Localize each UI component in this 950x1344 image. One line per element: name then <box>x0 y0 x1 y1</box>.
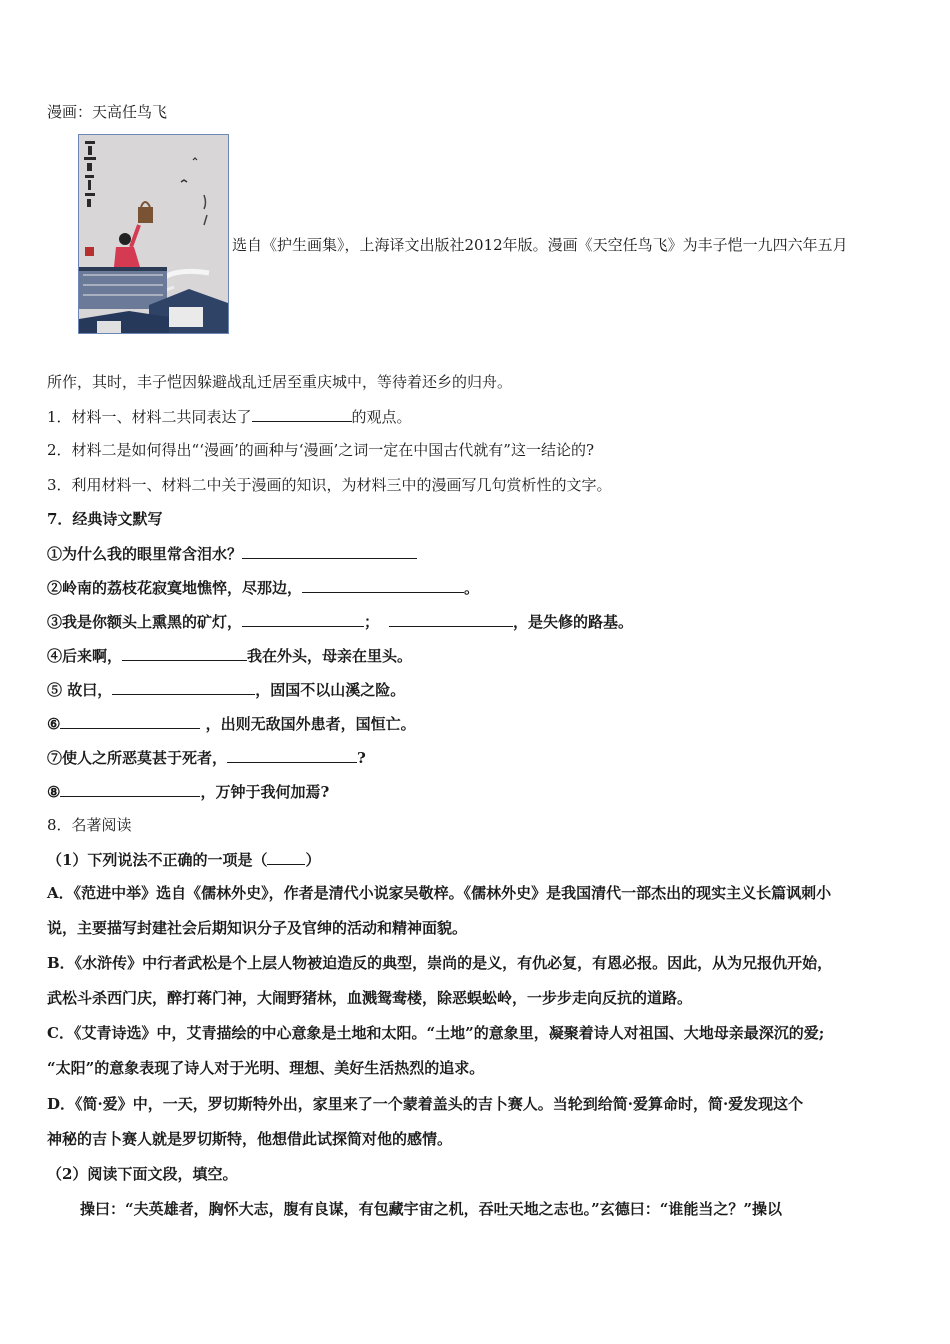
poem-line-5-text: ⑤ 故曰， <box>47 681 113 699</box>
question-1 <box>47 406 412 427</box>
poem-line-6-tail: ，出则无敌国外患者，国恒亡。 <box>200 715 416 733</box>
poem-line-6 <box>47 713 416 734</box>
answer-blank[interactable] <box>389 611 513 627</box>
poem-line-3-mid: ； <box>364 613 380 631</box>
option-c-line-1: C．《艾青诗选》中，艾青描绘的中心意象是土地和太阳。“土地”的意象里，凝聚着诗人对祖国、大地母亲最深沉的爱; <box>47 1024 825 1042</box>
question-3: 3．利用材料一、材料二中关于漫画的知识，为材料三中的漫画写几句赏析性的文字。 <box>47 476 612 494</box>
option-d-line-2: 神秘的吉卜赛人就是罗切斯特，他想借此试探简对他的感情。 <box>47 1130 453 1148</box>
poem-line-3-tail: ，是失修的路基。 <box>513 613 634 631</box>
red-seal <box>85 247 94 256</box>
poem-line-2-text: ②岭南的荔枝花寂寞地憔悴，尽那边， <box>47 579 303 597</box>
poem-line-7 <box>47 747 366 768</box>
sub-question-2: （2）阅读下面文段，填空。 <box>47 1165 238 1183</box>
section-8-title: 8．名著阅读 <box>47 816 132 834</box>
question-1-tail: 的观点。 <box>351 408 412 426</box>
option-b-line-2: 武松斗杀西门庆，醉打蒋门神，大闹野猪林，血溅鸳鸯楼，除恶蜈蚣岭，一步步走向反抗的道路。 <box>47 989 693 1007</box>
option-a-line-2: 说，主要描写封建社会后期知识分子及官绅的活动和精神面貌。 <box>47 919 468 937</box>
answer-blank[interactable] <box>242 611 364 627</box>
comic-caption: 选自《护生画集》，上海译文出版社2012年版。漫画《天空任鸟飞》为丰子恺一九四六年五月 <box>232 236 848 254</box>
poem-line-7-tail: ? <box>357 749 366 767</box>
option-c-line-2: “太阳”的意象表现了诗人对于光明、理想、美好生活热烈的追求。 <box>47 1059 485 1077</box>
answer-blank[interactable] <box>242 543 417 559</box>
comic-caption-continued: 所作，其时，丰子恺因躲避战乱迁居至重庆城中，等待着还乡的归舟。 <box>47 373 513 391</box>
poem-line-2 <box>47 577 479 598</box>
answer-blank[interactable] <box>227 747 357 763</box>
poem-line-7-text: ⑦使人之所恶莫甚于死者， <box>47 749 228 767</box>
poem-line-4-text: ④后来啊， <box>47 647 123 665</box>
poem-line-5-tail: ，固国不以山溪之险。 <box>255 681 406 699</box>
option-a-line-1: A．《范进中举》选自《儒林外史》，作者是清代小说家吴敬梓。《儒林外史》是我国清代一部杰出的现实主义长篇讽刺小 <box>47 884 832 902</box>
answer-blank[interactable] <box>122 645 247 661</box>
poem-line-8-tail: ，万钟于我何加焉? <box>200 783 330 801</box>
poem-line-6-text: ⑥ <box>47 715 61 733</box>
answer-blank[interactable] <box>60 713 200 729</box>
answer-blank[interactable] <box>267 849 305 865</box>
reading-passage: 操曰：“夫英雄者，胸怀大志，腹有良谋，有包藏宇宙之机，吞吐天地之志也。”玄德曰：“谁能当之？”操以 <box>80 1200 783 1218</box>
section-7-title: 7．经典诗文默写 <box>47 510 163 528</box>
poem-line-2-tail: 。 <box>464 579 480 597</box>
option-b-line-1: B．《水浒传》中行者武松是个上层人物被迫造反的典型，崇尚的是义，有仇必复，有恩必报。因此，从为兄报仇开始， <box>47 954 833 972</box>
poem-line-4 <box>47 645 412 666</box>
answer-blank[interactable] <box>60 781 200 797</box>
poem-line-5 <box>47 679 405 700</box>
poem-line-4-tail: 我在外头，母亲在里头。 <box>247 647 413 665</box>
poem-line-1 <box>47 543 417 564</box>
sub-question-1 <box>47 849 320 870</box>
answer-blank[interactable] <box>252 406 352 422</box>
comic-painting <box>78 134 229 334</box>
poem-line-3 <box>47 611 633 632</box>
option-d-line-1: D．《简·爱》中，一天，罗切斯特外出，家里来了一个蒙着盖头的吉卜赛人。当轮到给简·爱算命时，简·爱发现这个 <box>47 1095 804 1113</box>
sub-question-1-text: （1）下列说法不正确的一项是（ <box>47 851 268 869</box>
comic-heading: 漫画：天高任鸟飞 <box>47 103 168 121</box>
answer-blank[interactable] <box>302 577 464 593</box>
answer-blank[interactable] <box>112 679 255 695</box>
poem-line-8 <box>47 781 329 802</box>
sub-question-1-tail: ） <box>305 851 321 869</box>
poem-line-8-text: ⑧ <box>47 783 61 801</box>
poem-line-3-text: ③我是你额头上熏黑的矿灯， <box>47 613 243 631</box>
question-2: 2．材料二是如何得出“‘漫画’的画种与‘漫画’之词一定在中国古代就有”这一结论的? <box>47 441 594 459</box>
question-1-text: 1．材料一、材料二共同表达了 <box>47 408 252 426</box>
poem-line-1-text: ①为什么我的眼里常含泪水？ <box>47 545 243 563</box>
